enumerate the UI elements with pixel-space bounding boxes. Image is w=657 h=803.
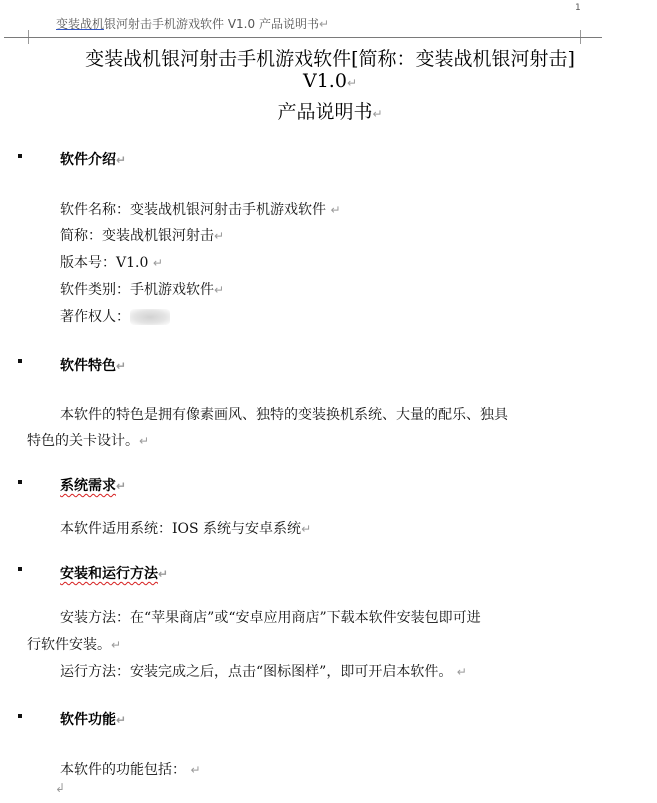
intro-short-text: 简称：变装战机银河射击 — [60, 228, 214, 244]
bullet-icon — [18, 567, 22, 571]
requirements-line1-text: 本软件适用系统：IOS 系统与安卓系统 — [60, 521, 302, 537]
paragraph-mark: ↵ — [456, 665, 467, 679]
paragraph-mark: ↵ — [116, 713, 127, 727]
install-line3 — [60, 661, 467, 681]
heading-intro — [60, 149, 126, 169]
requirements-line1 — [60, 518, 311, 538]
title-subtitle: 产品说明书 — [277, 101, 373, 123]
header-text-rest: 银河射击手机游戏软件 V1.0 产品说明书 — [104, 17, 319, 31]
bullet-icon — [18, 480, 22, 484]
install-line1: 安装方法：在“苹果商店”或“安卓应用商店”下载本软件安装包即可进 — [60, 610, 481, 626]
functions-line1 — [60, 759, 201, 779]
install-line2 — [27, 634, 121, 654]
bullet-icon — [18, 714, 22, 718]
heading-functions-text: 软件功能 — [60, 712, 116, 728]
document-title-line1: 变装战机银河射击手机游戏软件[简称：变装战机银河射击] — [85, 48, 575, 70]
header-underlined-text: 变装战机 — [56, 17, 105, 31]
heading-requirements — [60, 475, 126, 495]
paragraph-mark: ↵ — [111, 638, 122, 652]
page-number: 1 — [575, 3, 581, 13]
paragraph-mark: ↵ — [116, 479, 127, 493]
paragraph-mark: ↵ — [190, 763, 201, 777]
heading-install — [60, 563, 168, 583]
paragraph-mark: ↵ — [301, 522, 312, 536]
intro-name-line — [60, 199, 341, 219]
intro-category-text: 软件类别：手机游戏软件 — [60, 282, 214, 298]
paragraph-mark: ↵ — [139, 434, 150, 448]
features-line2-text: 特色的关卡设计。 — [27, 433, 139, 449]
bullet-icon — [18, 154, 22, 158]
install-line3-text: 运行方法：安装完成之后，点击“图标图样”，即可开启本软件。 — [60, 664, 453, 680]
heading-requirements-text: 系统需求 — [60, 478, 116, 494]
heading-functions — [60, 709, 126, 729]
intro-owner-label: 著作权人： — [60, 309, 130, 325]
heading-features-text: 软件特色 — [60, 358, 116, 374]
heading-intro-text: 软件介绍 — [60, 152, 116, 168]
paragraph-mark: ↵ — [346, 76, 357, 90]
install-line2-text: 行软件安装。 — [27, 637, 111, 653]
header-rule — [4, 37, 602, 38]
heading-features — [60, 355, 126, 375]
paragraph-mark: ↵ — [372, 107, 383, 121]
paragraph-mark: ↵ — [318, 17, 330, 31]
paragraph-mark: ↵ — [214, 229, 225, 243]
features-line1: 本软件的特色是拥有像素画风、独特的变装换机系统、大量的配乐、独具 — [60, 407, 508, 423]
paragraph-mark: ↵ — [158, 567, 169, 581]
bullet-icon — [18, 359, 22, 363]
intro-version-line — [60, 252, 163, 272]
document-title-line2 — [60, 70, 600, 92]
document-title-line3 — [60, 97, 600, 124]
functions-line1-text: 本软件的功能包括： — [60, 762, 186, 778]
title-version: V1.0 — [303, 70, 347, 92]
page-header — [56, 15, 329, 32]
trailing-empty-paragraph — [55, 780, 65, 796]
paragraph-mark: ↵ — [116, 359, 127, 373]
intro-owner-line — [60, 306, 170, 326]
redacted-owner-blur — [130, 309, 170, 325]
paragraph-mark: ↵ — [152, 256, 163, 270]
paragraph-mark: ↵ — [116, 153, 127, 167]
intro-category-line — [60, 279, 224, 299]
intro-name-text: 软件名称：变装战机银河射击手机游戏软件 — [60, 202, 326, 218]
line-break-mark: ↲ — [55, 781, 66, 795]
paragraph-mark: ↵ — [214, 283, 225, 297]
intro-short-line — [60, 225, 224, 245]
heading-install-text: 安装和运行方法 — [60, 566, 158, 582]
features-line2 — [27, 430, 149, 450]
paragraph-mark: ↵ — [330, 203, 341, 217]
intro-version-text: 版本号：V1.0 — [60, 255, 149, 271]
